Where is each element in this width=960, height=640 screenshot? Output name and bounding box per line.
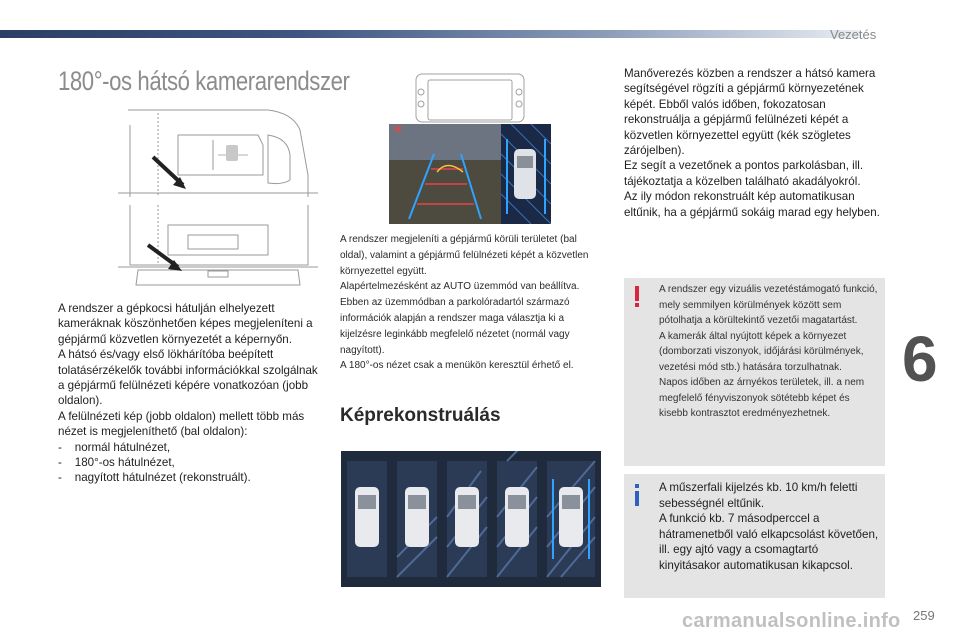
middle-paragraph: A 180°-os nézet csak a menükön keresztül érhető el. [340, 360, 574, 372]
left-paragraph: A felülnézeti kép (jobb oldalon) mellett több más nézet is megjeleníthető (bal oldalon): [58, 409, 305, 439]
section-label: Vezetés [830, 27, 877, 42]
reconstruction-frame [347, 461, 387, 577]
reconstruction-frame [497, 451, 537, 577]
warning-paragraph: A rendszer egy vizuális vezetéstámogató funkció, mely semmilyen körülmények között sem pótolhatja a körültekintő vezetői magatartást. [659, 284, 878, 326]
left-column-text [58, 301, 320, 486]
rear-camera-illustration-bottom [118, 205, 318, 290]
warning-paragraph: Napos időben az árnyékos területek, ill. a nem megfelelő fényviszonyok sötétebb képet és kisebb kontrasztot eredményezhetnek. [659, 377, 865, 419]
head-unit-illustration [410, 72, 530, 124]
chapter-number: 6 [902, 323, 938, 395]
rear-camera-illustration-top [118, 105, 318, 200]
left-paragraph: A rendszer a gépkocsi hátulján elhelyezett kameráknak köszönhetően képes megjeleníteni a gépjármű közvetlen környezetét a képernyőn. [58, 302, 313, 346]
page-number: 259 [913, 608, 935, 623]
reconstruction-graphic [341, 451, 601, 587]
left-list-item: - nagyított hátulnézet (rekonstruált). [58, 471, 251, 485]
right-paragraph: Ez segít a vezetőnek a pontos parkolásban, ill. tájékoztatja a közelben található akadályokról. [624, 159, 864, 188]
warning-box [624, 278, 885, 466]
middle-column-text [340, 232, 602, 374]
header-bar [0, 30, 860, 38]
exclamation-icon [632, 286, 642, 308]
reconstruction-illustration [341, 451, 601, 587]
reconstruction-frame [547, 461, 595, 577]
info-icon [632, 484, 642, 506]
left-list-item: - 180°-os hátulnézet, [58, 456, 175, 470]
info-box [624, 474, 885, 598]
middle-paragraph: A rendszer megjeleníti a gépjármű körüli területet (bal oldal), valamint a gépjármű felülnézeti képét a közvetlen környezettel együtt. [340, 234, 589, 277]
warning-paragraph: A kamerák által nyújtott képek a környezet (domborzati viszonyok, időjárási körülmények, vezetési mód stb.) hatására torzulhatnak. [659, 330, 864, 373]
reconstruction-frame [397, 461, 437, 577]
right-column-text [624, 66, 886, 220]
info-paragraph: A műszerfali kijelzés kb. 10 km/h feletti sebességnél eltűnik. [659, 481, 858, 510]
watermark: carmanualsonline.info [682, 610, 901, 632]
camera-view-graphic [389, 124, 551, 224]
camera-view-screen [389, 124, 551, 224]
page-title: 180°-os hátsó kamerarendszer [58, 66, 350, 96]
left-list-item: - normál hátulnézet, [58, 440, 171, 454]
right-paragraph: Az ily módon rekonstruált kép automatikusan eltűnik, ha a gépjármű sokáig marad egy helyben. [624, 190, 880, 219]
middle-paragraph: Ebben az üzemmódban a parkolóradartól származó információk alapján a rendszer maga választja ki a kijelzésre leginkább megfelelő nézetet (normál vagy nagyított). [340, 297, 570, 356]
reconstruction-frame [447, 461, 487, 577]
left-paragraph: A hátsó és/vagy első lökhárítóba beépített tolatásérzékelők további információkkal szolgálnak a gépjármű felülnézeti képére vonatkozóan (jobb oldalon). [58, 348, 318, 408]
info-text [659, 480, 881, 574]
middle-paragraph: Alapértelmezésként az AUTO üzemmód van beállítva. [340, 281, 580, 293]
warning-text [659, 282, 881, 422]
section-heading: Képrekonstruálás [340, 405, 501, 426]
info-paragraph: A funkció kb. 7 másodperccel a hátramenetből való elkapcsolást követően, ill. egy ajtó vagy a csomagtartó kinyitásakor automatikusan kikapcsol. [659, 512, 879, 572]
right-paragraph: Manőverezés közben a rendszer a hátsó kamera segítségével rögzíti a gépjármű környezetének képét. Ebből valós időben, fokozatosan rekonstruálja a gépjármű felülnézeti képét a közvetlen környezettel együtt (kék szögletes zárójelben). [624, 67, 876, 158]
